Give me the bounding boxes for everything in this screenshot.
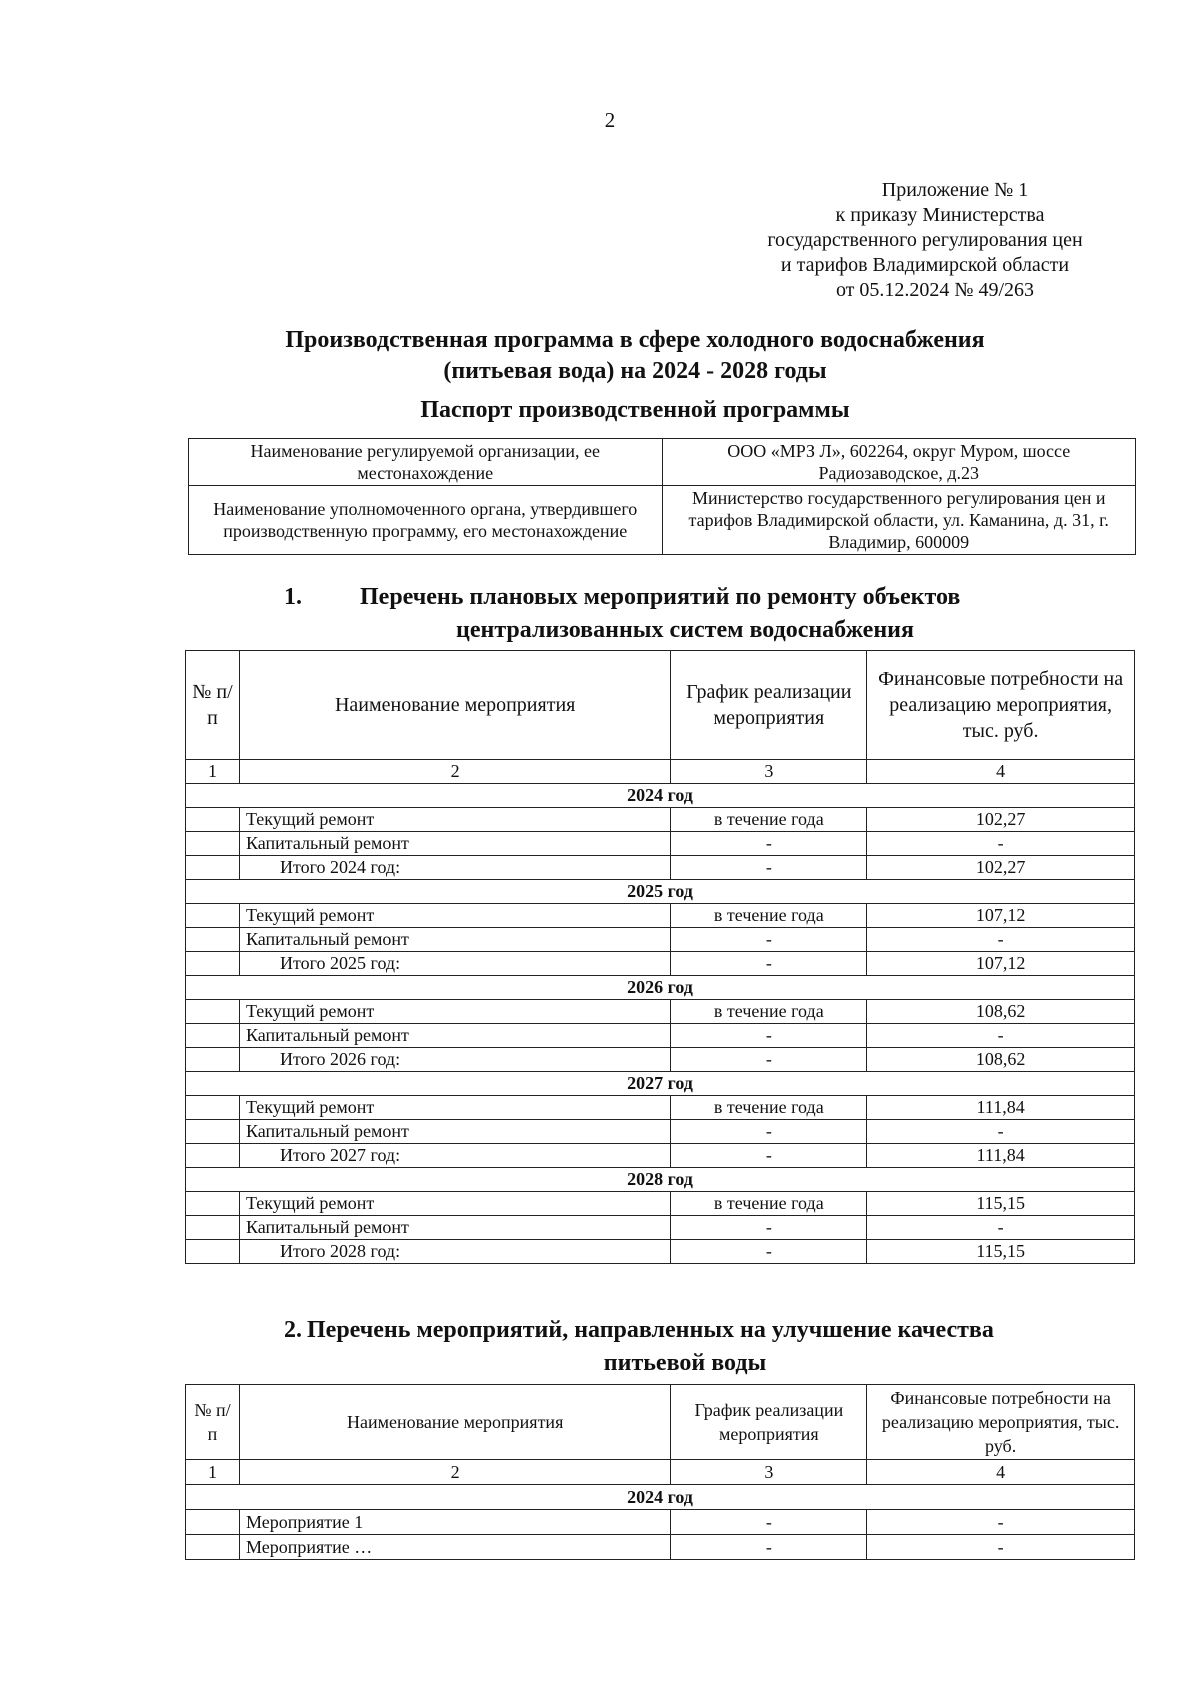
repair-table xyxy=(185,650,1135,1264)
table-row xyxy=(186,952,1135,976)
table-row xyxy=(186,1510,1135,1535)
table-row xyxy=(186,1535,1135,1560)
column-number-row xyxy=(186,1460,1135,1485)
year-label: 2028 год xyxy=(186,1168,1135,1192)
measure-name: Текущий ремонт xyxy=(239,1192,670,1216)
measure-schedule: - xyxy=(671,1144,867,1168)
page-number: 2 xyxy=(604,108,616,132)
measure-name: Капитальный ремонт xyxy=(239,1120,670,1144)
col-number: 1 xyxy=(186,760,240,784)
passport-label: Наименование регулируемой организации, ее местонахождение xyxy=(189,439,663,486)
passport-value: Министерство государственного регулирования цен и тарифов Владимирской области, ул. Каманина, д. 31, г. Владимир, 600009 xyxy=(662,486,1136,555)
measure-schedule: в течение года xyxy=(671,1000,867,1024)
table-row xyxy=(189,486,1136,555)
row-number-cell xyxy=(186,1048,240,1072)
measure-name: Мероприятие 1 xyxy=(239,1510,670,1535)
measure-amount: 115,15 xyxy=(867,1240,1135,1264)
measure-schedule: - xyxy=(671,952,867,976)
table-row xyxy=(186,1120,1135,1144)
col-number: 3 xyxy=(671,760,867,784)
year-row xyxy=(186,1072,1135,1096)
year-label: 2027 год xyxy=(186,1072,1135,1096)
measure-name: Капитальный ремонт xyxy=(239,928,670,952)
measure-amount: 111,84 xyxy=(867,1096,1135,1120)
measure-amount: - xyxy=(867,1216,1135,1240)
measure-schedule: в течение года xyxy=(671,1096,867,1120)
measure-schedule: - xyxy=(671,832,867,856)
section2-heading xyxy=(230,1314,1090,1380)
table-row xyxy=(186,1144,1135,1168)
row-number-cell xyxy=(186,1192,240,1216)
year-label: 2024 год xyxy=(186,784,1135,808)
table-row xyxy=(186,1192,1135,1216)
table-row xyxy=(186,832,1135,856)
measure-schedule: в течение года xyxy=(671,904,867,928)
section-title: централизованных систем водоснабжения xyxy=(456,617,914,643)
table-header-row xyxy=(186,651,1135,760)
col-number: 4 xyxy=(867,1460,1135,1485)
measure-schedule: - xyxy=(671,856,867,880)
document-title xyxy=(230,325,1040,387)
measure-schedule: - xyxy=(671,1048,867,1072)
measure-amount: 111,84 xyxy=(867,1144,1135,1168)
year-row xyxy=(186,880,1135,904)
measure-schedule: - xyxy=(671,1120,867,1144)
passport-label: Наименование уполномоченного органа, утвердившего производственную программу, его местонахождение xyxy=(189,486,663,555)
appendix-line: Приложение № 1 xyxy=(881,179,1029,201)
header-cell: № п/п xyxy=(186,651,240,760)
row-number-cell xyxy=(186,832,240,856)
table-row xyxy=(186,1096,1135,1120)
measure-schedule: - xyxy=(671,1024,867,1048)
table-row xyxy=(189,439,1136,486)
measure-amount: - xyxy=(867,1024,1135,1048)
section-number: 2. xyxy=(284,1317,302,1343)
measure-name: Капитальный ремонт xyxy=(239,1024,670,1048)
col-number: 4 xyxy=(867,760,1135,784)
year-label: 2024 год xyxy=(186,1485,1135,1510)
measure-name: Итого 2024 год: xyxy=(239,856,670,880)
measure-name: Текущий ремонт xyxy=(239,904,670,928)
year-label: 2026 год xyxy=(186,976,1135,1000)
measure-schedule: - xyxy=(671,1535,867,1560)
table-row xyxy=(186,928,1135,952)
row-number-cell xyxy=(186,1535,240,1560)
row-number-cell xyxy=(186,1024,240,1048)
measure-amount: 115,15 xyxy=(867,1192,1135,1216)
measure-name: Текущий ремонт xyxy=(239,1096,670,1120)
measure-amount: 102,27 xyxy=(867,856,1135,880)
passport-title: Паспорт производственной программы xyxy=(420,397,850,423)
year-row xyxy=(186,784,1135,808)
appendix-line: от 05.12.2024 № 49/263 xyxy=(835,279,1035,301)
table-row xyxy=(186,1240,1135,1264)
col-number: 3 xyxy=(671,1460,867,1485)
table-row xyxy=(186,1048,1135,1072)
appendix-line: к приказу Министерства xyxy=(835,204,1045,226)
measure-schedule: в течение года xyxy=(671,808,867,832)
appendix-line: и тарифов Владимирской области xyxy=(780,254,1070,276)
section-number: 1. xyxy=(284,584,302,610)
table-row xyxy=(186,856,1135,880)
measure-name: Итого 2026 год: xyxy=(239,1048,670,1072)
appendix-block xyxy=(720,178,1130,303)
row-number-cell xyxy=(186,1120,240,1144)
measure-amount: 107,12 xyxy=(867,952,1135,976)
row-number-cell xyxy=(186,1000,240,1024)
year-row xyxy=(186,1168,1135,1192)
appendix-line: государственного регулирования цен xyxy=(767,229,1083,251)
section-title: питьевой воды xyxy=(603,1350,767,1376)
measure-name: Текущий ремонт xyxy=(239,1000,670,1024)
measure-name: Итого 2025 год: xyxy=(239,952,670,976)
row-number-cell xyxy=(186,1216,240,1240)
measure-name: Текущий ремонт xyxy=(239,808,670,832)
passport-table xyxy=(188,438,1136,555)
measure-amount: - xyxy=(867,928,1135,952)
column-number-row xyxy=(186,760,1135,784)
header-cell: Наименование мероприятия xyxy=(239,651,670,760)
row-number-cell xyxy=(186,1096,240,1120)
header-cell: График реализации мероприятия xyxy=(671,651,867,760)
header-cell: График реализации мероприятия xyxy=(671,1385,867,1460)
measure-name: Итого 2027 год: xyxy=(239,1144,670,1168)
table-row xyxy=(186,1000,1135,1024)
header-cell: Финансовые потребности на реализацию мероприятия, тыс. руб. xyxy=(867,1385,1135,1460)
table-row xyxy=(186,1216,1135,1240)
header-cell: Наименование мероприятия xyxy=(239,1385,670,1460)
col-number: 2 xyxy=(239,1460,670,1485)
quality-table xyxy=(185,1384,1135,1560)
table-row xyxy=(186,1024,1135,1048)
measure-name: Мероприятие … xyxy=(239,1535,670,1560)
measure-name: Капитальный ремонт xyxy=(239,1216,670,1240)
section-title: Перечень мероприятий, направленных на улучшение качества xyxy=(307,1317,994,1343)
year-label: 2025 год xyxy=(186,880,1135,904)
col-number: 1 xyxy=(186,1460,240,1485)
measure-schedule: - xyxy=(671,1510,867,1535)
measure-schedule: - xyxy=(671,928,867,952)
measure-amount: - xyxy=(867,832,1135,856)
title-line: (питьевая вода) на 2024 - 2028 годы xyxy=(443,358,827,384)
row-number-cell xyxy=(186,1510,240,1535)
measure-amount: 107,12 xyxy=(867,904,1135,928)
measure-amount: - xyxy=(867,1120,1135,1144)
measure-amount: - xyxy=(867,1510,1135,1535)
section-title: Перечень плановых мероприятий по ремонту объектов xyxy=(360,584,961,610)
measure-amount: - xyxy=(867,1535,1135,1560)
row-number-cell xyxy=(186,952,240,976)
measure-name: Итого 2028 год: xyxy=(239,1240,670,1264)
measure-schedule: - xyxy=(671,1216,867,1240)
row-number-cell xyxy=(186,1240,240,1264)
title-line: Производственная программа в сфере холодного водоснабжения xyxy=(285,327,985,353)
table-row xyxy=(186,904,1135,928)
year-row xyxy=(186,976,1135,1000)
header-cell: № п/п xyxy=(186,1385,240,1460)
row-number-cell xyxy=(186,856,240,880)
col-number: 2 xyxy=(239,760,670,784)
measure-amount: 108,62 xyxy=(867,1048,1135,1072)
measure-name: Капитальный ремонт xyxy=(239,832,670,856)
measure-amount: 108,62 xyxy=(867,1000,1135,1024)
passport-value: ООО «МРЗ Л», 602264, округ Муром, шоссе Радиозаводское, д.23 xyxy=(662,439,1136,486)
year-row xyxy=(186,1485,1135,1510)
row-number-cell xyxy=(186,1144,240,1168)
section1-heading xyxy=(230,581,1090,647)
measure-schedule: - xyxy=(671,1240,867,1264)
row-number-cell xyxy=(186,904,240,928)
table-header-row xyxy=(186,1385,1135,1460)
row-number-cell xyxy=(186,808,240,832)
header-cell: Финансовые потребности на реализацию мероприятия, тыс. руб. xyxy=(867,651,1135,760)
table-row xyxy=(186,808,1135,832)
measure-schedule: в течение года xyxy=(671,1192,867,1216)
measure-amount: 102,27 xyxy=(867,808,1135,832)
row-number-cell xyxy=(186,928,240,952)
repair-table-body xyxy=(186,784,1135,1264)
